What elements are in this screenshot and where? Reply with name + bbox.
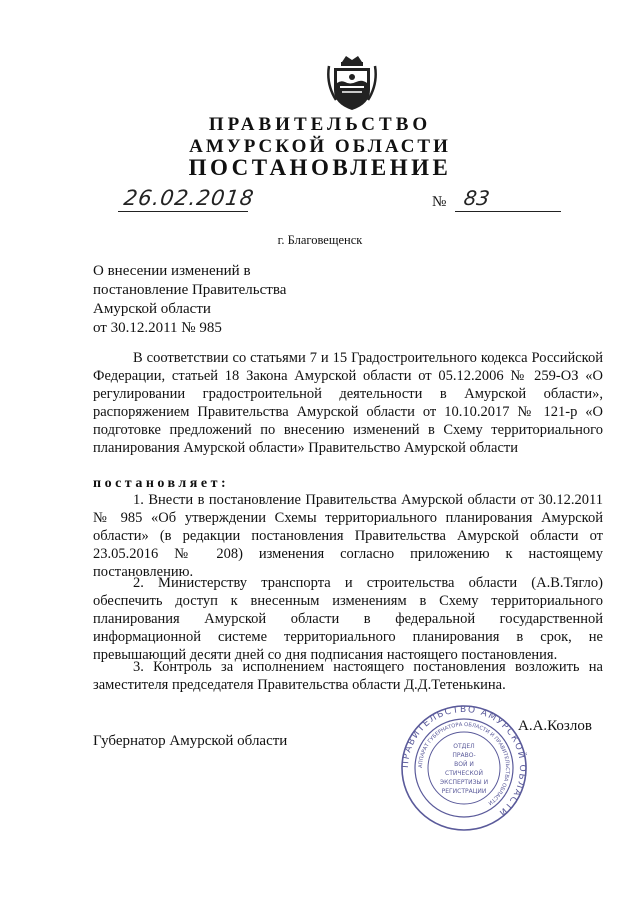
- official-stamp: [400, 704, 528, 832]
- number-underline: [455, 211, 561, 212]
- document-type-title: ПОСТАНОВЛЕНИЕ: [188, 155, 452, 180]
- subject-line: О внесении изменений в: [93, 263, 251, 279]
- handwritten-number: 83: [462, 186, 492, 210]
- coat-of-arms-icon: [326, 52, 378, 112]
- document-subject: [93, 262, 286, 338]
- stamp-outer-text: ПРАВИТЕЛЬСТВО АМУРСКОЙ ОБЛАСТИ: [400, 704, 528, 819]
- decree-word: постановляет:: [93, 476, 230, 491]
- signatory-position: Губернатор Амурской области: [93, 733, 288, 749]
- subject-line: Амурской области: [93, 301, 211, 317]
- subject-line: постановление Правительства: [93, 282, 287, 298]
- preamble-paragraph: В соответствии со статьями 7 и 15 Градостроительного кодекса Российской Федерации, статьей 18 Закона Амурской области от 05.12.2006 № 259-ОЗ «О регулировании градостроительной деятельности в Амурской области», распоряжением Правительства Амурской области от 10.10.2017 № 121-р «О подготовке предложений по внесению изменений в Схему территориального планирования Амурской области» Правительство Амурской области: [93, 350, 603, 456]
- stamp-center-line: СТИЧЕСКОЙ: [445, 770, 483, 777]
- stamp-center-line: ВОЙ И: [454, 761, 474, 768]
- stamp-center-line: РЕГИСТРАЦИИ: [441, 788, 487, 795]
- signatory-name: А.А.Козлов: [518, 718, 592, 734]
- stamp-inner-text: АППАРАТ ГУБЕРНАТОРА ОБЛАСТИ И ПРАВИТЕЛЬСТВА ОБЛАСТИ: [417, 721, 511, 806]
- item-3-paragraph: 3. Контроль за исполнением настоящего постановления возложить на заместителя председателя Правительства области Д.Д.Тетенькина.: [93, 659, 603, 693]
- city-name: г. Благовещенск: [277, 233, 363, 247]
- date-underline: [118, 211, 248, 212]
- header-government: ПРАВИТЕЛЬСТВО: [208, 114, 432, 135]
- stamp-center-line: ПРАВО-: [452, 752, 476, 759]
- subject-line: от 30.12.2011 № 985: [93, 320, 222, 336]
- item-2-paragraph: 2. Министерству транспорта и строительства области (А.В.Тягло) обеспечить доступ к внесенным изменениям в Схему территориального планирования Амурской области в федеральной государственной информационной системе территориального планирования в срок, не превышающий десяти дней со дня подписания настоящего постановления.: [93, 575, 603, 663]
- item-1-paragraph: 1. Внести в постановление Правительства Амурской области от 30.12.2011 № 985 «Об утверждении Схемы территориального планирования Амурской области» (в редакции постановления Правительства Амурской области от 23.05.2016 № 208) изменения согласно приложению к настоящему постановлению.: [93, 492, 603, 580]
- number-sign: №: [432, 194, 447, 210]
- handwritten-date: 26.02.2018: [122, 186, 256, 210]
- stamp-center-line: ОТДЕЛ: [453, 743, 475, 750]
- header-region: АМУРСКОЙ ОБЛАСТИ: [189, 136, 451, 157]
- stamp-center-line: ЭКСПЕРТИЗЫ И: [439, 779, 489, 786]
